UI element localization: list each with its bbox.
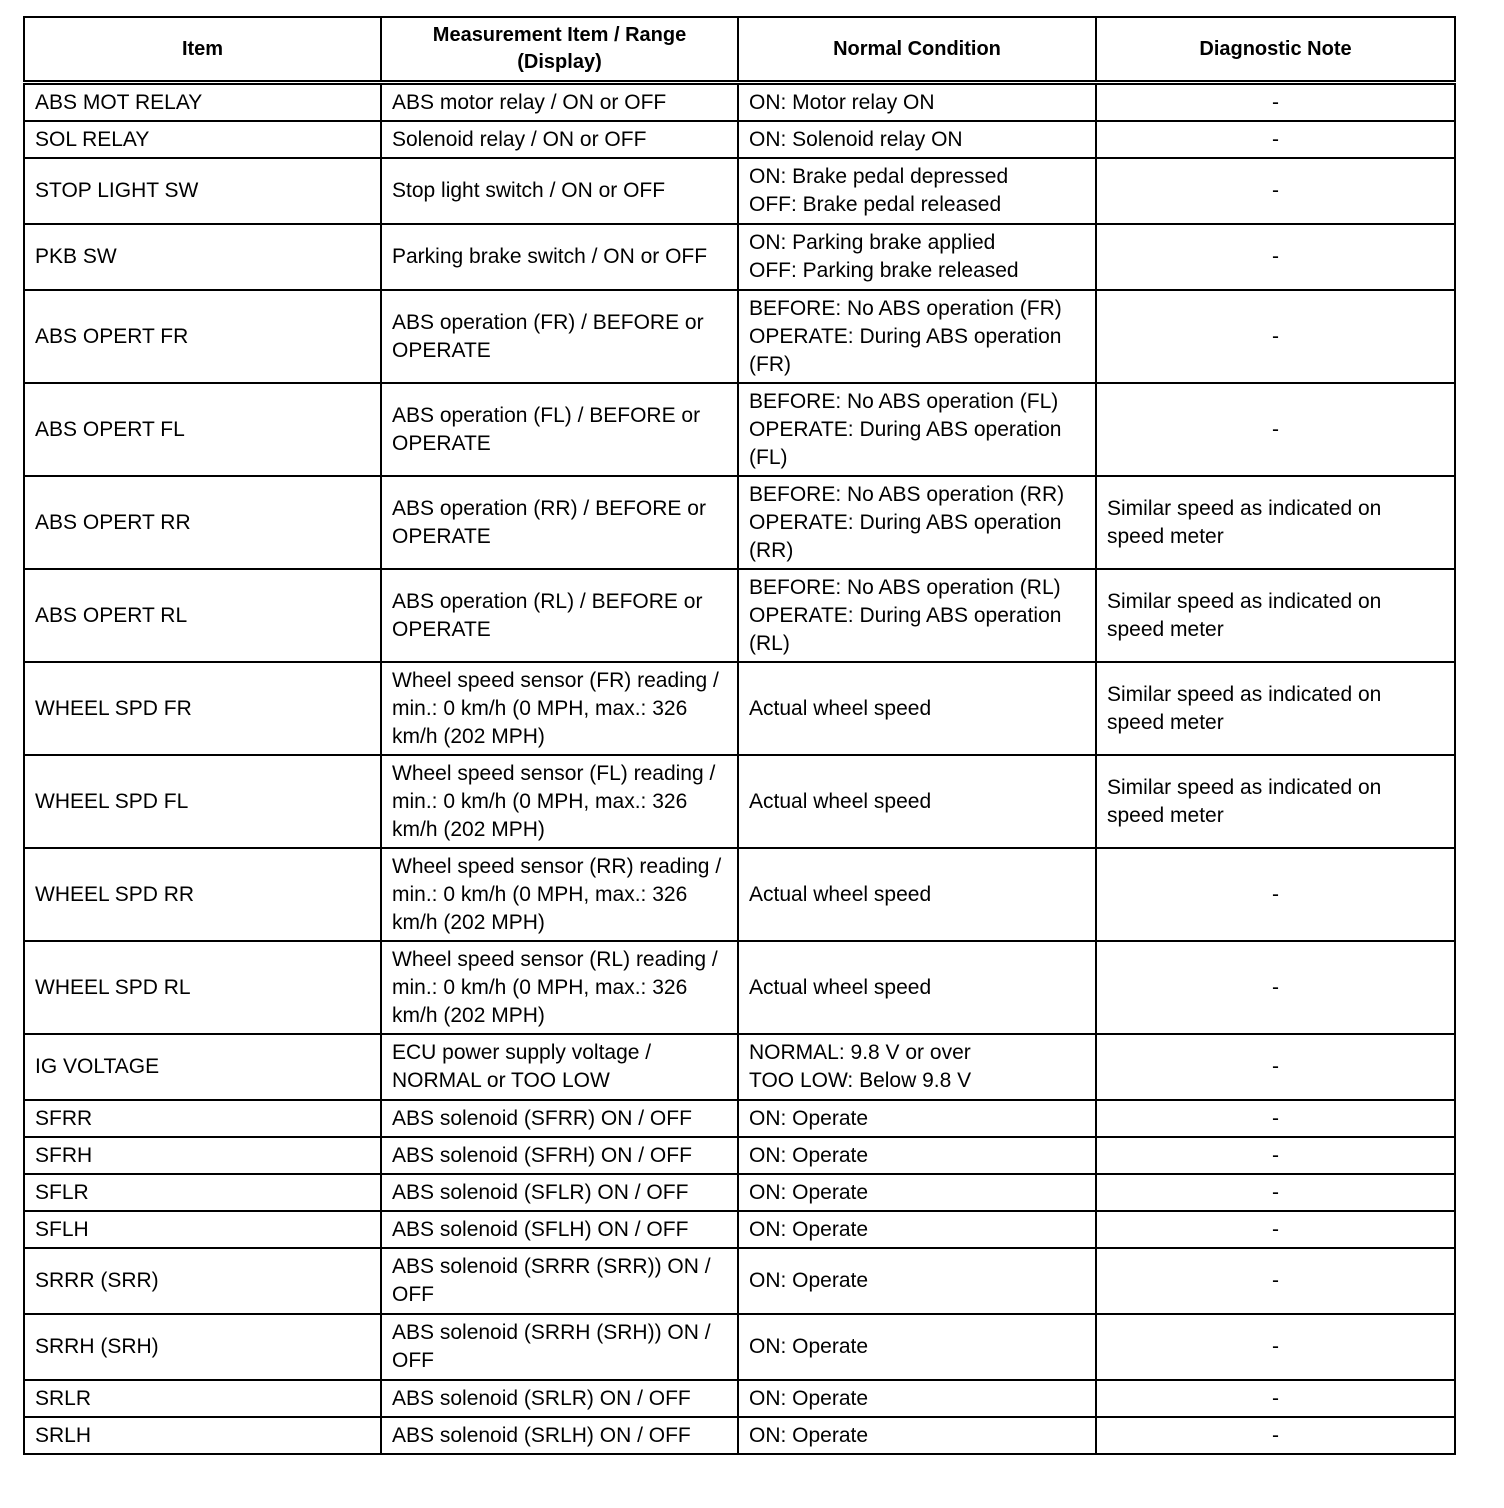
cell-diagnostic-note: Similar speed as indicated on speed meter: [1096, 569, 1455, 662]
cell-item: SFLR: [24, 1174, 381, 1211]
cell-diagnostic-note: -: [1096, 1314, 1455, 1380]
cell-diagnostic-note: -: [1096, 1211, 1455, 1248]
cell-diagnostic-note: -: [1096, 1380, 1455, 1417]
cell-measurement: ABS solenoid (SRRR (SRR)) ON / OFF: [381, 1248, 738, 1314]
cell-diagnostic-note: -: [1096, 1174, 1455, 1211]
table-row: [24, 1417, 1455, 1454]
cell-item: PKB SW: [24, 224, 381, 290]
cell-measurement: ABS operation (FR) / BEFORE or OPERATE: [381, 290, 738, 383]
cell-measurement: Solenoid relay / ON or OFF: [381, 121, 738, 158]
cell-measurement: ECU power supply voltage / NORMAL or TOO LOW: [381, 1034, 738, 1100]
cell-item: WHEEL SPD RR: [24, 848, 381, 941]
cell-normal-condition: Actual wheel speed: [738, 941, 1096, 1034]
cell-item: ABS MOT RELAY: [24, 83, 381, 122]
cell-diagnostic-note: -: [1096, 848, 1455, 941]
cell-measurement: ABS operation (RL) / BEFORE or OPERATE: [381, 569, 738, 662]
cell-diagnostic-note: -: [1096, 290, 1455, 383]
cell-measurement: Wheel speed sensor (FL) reading / min.: 0 km/h (0 MPH, max.: 326 km/h (202 MPH): [381, 755, 738, 848]
cell-normal-condition: BEFORE: No ABS operation (RR) OPERATE: During ABS operation (RR): [738, 476, 1096, 569]
cell-diagnostic-note: -: [1096, 1417, 1455, 1454]
cell-measurement: Wheel speed sensor (RL) reading / min.: 0 km/h (0 MPH, max.: 326 km/h (202 MPH): [381, 941, 738, 1034]
data-list-table: [23, 16, 1456, 1455]
table-row: [24, 941, 1455, 1034]
cell-normal-condition: ON: Operate: [738, 1137, 1096, 1174]
table-row: [24, 1380, 1455, 1417]
cell-item: STOP LIGHT SW: [24, 158, 381, 224]
cell-item: WHEEL SPD FL: [24, 755, 381, 848]
cell-item: SFLH: [24, 1211, 381, 1248]
table-row: [24, 569, 1455, 662]
table-row: [24, 1034, 1455, 1100]
cell-item: SRLH: [24, 1417, 381, 1454]
cell-item: SRRH (SRH): [24, 1314, 381, 1380]
cell-diagnostic-note: -: [1096, 1137, 1455, 1174]
table-row: [24, 383, 1455, 476]
cell-normal-condition: Actual wheel speed: [738, 755, 1096, 848]
cell-item: SRLR: [24, 1380, 381, 1417]
cell-measurement: ABS solenoid (SRLH) ON / OFF: [381, 1417, 738, 1454]
cell-normal-condition: ON: Operate: [738, 1100, 1096, 1137]
cell-item: ABS OPERT RL: [24, 569, 381, 662]
cell-diagnostic-note: -: [1096, 158, 1455, 224]
cell-diagnostic-note: -: [1096, 1034, 1455, 1100]
table-row: [24, 121, 1455, 158]
cell-item: ABS OPERT FR: [24, 290, 381, 383]
cell-item: ABS OPERT FL: [24, 383, 381, 476]
cell-normal-condition: ON: Operate: [738, 1174, 1096, 1211]
cell-normal-condition: ON: Solenoid relay ON: [738, 121, 1096, 158]
cell-normal-condition: ON: Operate: [738, 1314, 1096, 1380]
cell-diagnostic-note: Similar speed as indicated on speed meter: [1096, 476, 1455, 569]
data-list-sheet: [23, 16, 1454, 1455]
cell-measurement: Parking brake switch / ON or OFF: [381, 224, 738, 290]
cell-measurement: ABS solenoid (SFRH) ON / OFF: [381, 1137, 738, 1174]
table-row: [24, 290, 1455, 383]
cell-diagnostic-note: -: [1096, 941, 1455, 1034]
table-row: [24, 1137, 1455, 1174]
cell-item: SOL RELAY: [24, 121, 381, 158]
cell-item: IG VOLTAGE: [24, 1034, 381, 1100]
cell-diagnostic-note: -: [1096, 1100, 1455, 1137]
cell-normal-condition: ON: Operate: [738, 1248, 1096, 1314]
cell-measurement: Stop light switch / ON or OFF: [381, 158, 738, 224]
cell-measurement: ABS motor relay / ON or OFF: [381, 83, 738, 122]
cell-normal-condition: ON: Brake pedal depressed OFF: Brake pedal released: [738, 158, 1096, 224]
cell-diagnostic-note: -: [1096, 224, 1455, 290]
cell-normal-condition: ON: Operate: [738, 1211, 1096, 1248]
table-row: [24, 476, 1455, 569]
table-row: [24, 224, 1455, 290]
cell-measurement: Wheel speed sensor (FR) reading / min.: 0 km/h (0 MPH, max.: 326 km/h (202 MPH): [381, 662, 738, 755]
cell-item: ABS OPERT RR: [24, 476, 381, 569]
table-row: [24, 755, 1455, 848]
cell-normal-condition: BEFORE: No ABS operation (RL) OPERATE: During ABS operation (RL): [738, 569, 1096, 662]
cell-diagnostic-note: -: [1096, 83, 1455, 122]
cell-measurement: Wheel speed sensor (RR) reading / min.: 0 km/h (0 MPH, max.: 326 km/h (202 MPH): [381, 848, 738, 941]
table-body: [24, 83, 1455, 1455]
table-row: [24, 1314, 1455, 1380]
cell-measurement: ABS solenoid (SFLH) ON / OFF: [381, 1211, 738, 1248]
cell-measurement: ABS operation (RR) / BEFORE or OPERATE: [381, 476, 738, 569]
header-item: Item: [24, 17, 381, 83]
cell-measurement: ABS solenoid (SRRH (SRH)) ON / OFF: [381, 1314, 738, 1380]
table-header-row: [24, 17, 1455, 83]
cell-measurement: ABS solenoid (SFLR) ON / OFF: [381, 1174, 738, 1211]
cell-diagnostic-note: -: [1096, 121, 1455, 158]
cell-diagnostic-note: -: [1096, 1248, 1455, 1314]
cell-normal-condition: Actual wheel speed: [738, 848, 1096, 941]
cell-item: SRRR (SRR): [24, 1248, 381, 1314]
cell-diagnostic-note: -: [1096, 383, 1455, 476]
table-row: [24, 1211, 1455, 1248]
table-row: [24, 83, 1455, 122]
table-row: [24, 158, 1455, 224]
cell-normal-condition: BEFORE: No ABS operation (FL) OPERATE: During ABS operation (FL): [738, 383, 1096, 476]
cell-measurement: ABS operation (FL) / BEFORE or OPERATE: [381, 383, 738, 476]
cell-diagnostic-note: Similar speed as indicated on speed meter: [1096, 755, 1455, 848]
table-row: [24, 1248, 1455, 1314]
table-row: [24, 1174, 1455, 1211]
cell-item: SFRH: [24, 1137, 381, 1174]
header-diagnostic-note: Diagnostic Note: [1096, 17, 1455, 83]
cell-measurement: ABS solenoid (SFRR) ON / OFF: [381, 1100, 738, 1137]
header-normal-condition: Normal Condition: [738, 17, 1096, 83]
cell-item: SFRR: [24, 1100, 381, 1137]
cell-normal-condition: ON: Parking brake applied OFF: Parking brake released: [738, 224, 1096, 290]
table-row: [24, 848, 1455, 941]
header-measurement: Measurement Item / Range (Display): [381, 17, 738, 83]
cell-normal-condition: ON: Operate: [738, 1380, 1096, 1417]
cell-diagnostic-note: Similar speed as indicated on speed meter: [1096, 662, 1455, 755]
cell-measurement: ABS solenoid (SRLR) ON / OFF: [381, 1380, 738, 1417]
cell-item: WHEEL SPD FR: [24, 662, 381, 755]
table-row: [24, 662, 1455, 755]
cell-item: WHEEL SPD RL: [24, 941, 381, 1034]
cell-normal-condition: NORMAL: 9.8 V or over TOO LOW: Below 9.8 V: [738, 1034, 1096, 1100]
cell-normal-condition: ON: Motor relay ON: [738, 83, 1096, 122]
cell-normal-condition: BEFORE: No ABS operation (FR) OPERATE: During ABS operation (FR): [738, 290, 1096, 383]
cell-normal-condition: ON: Operate: [738, 1417, 1096, 1454]
cell-normal-condition: Actual wheel speed: [738, 662, 1096, 755]
table-row: [24, 1100, 1455, 1137]
